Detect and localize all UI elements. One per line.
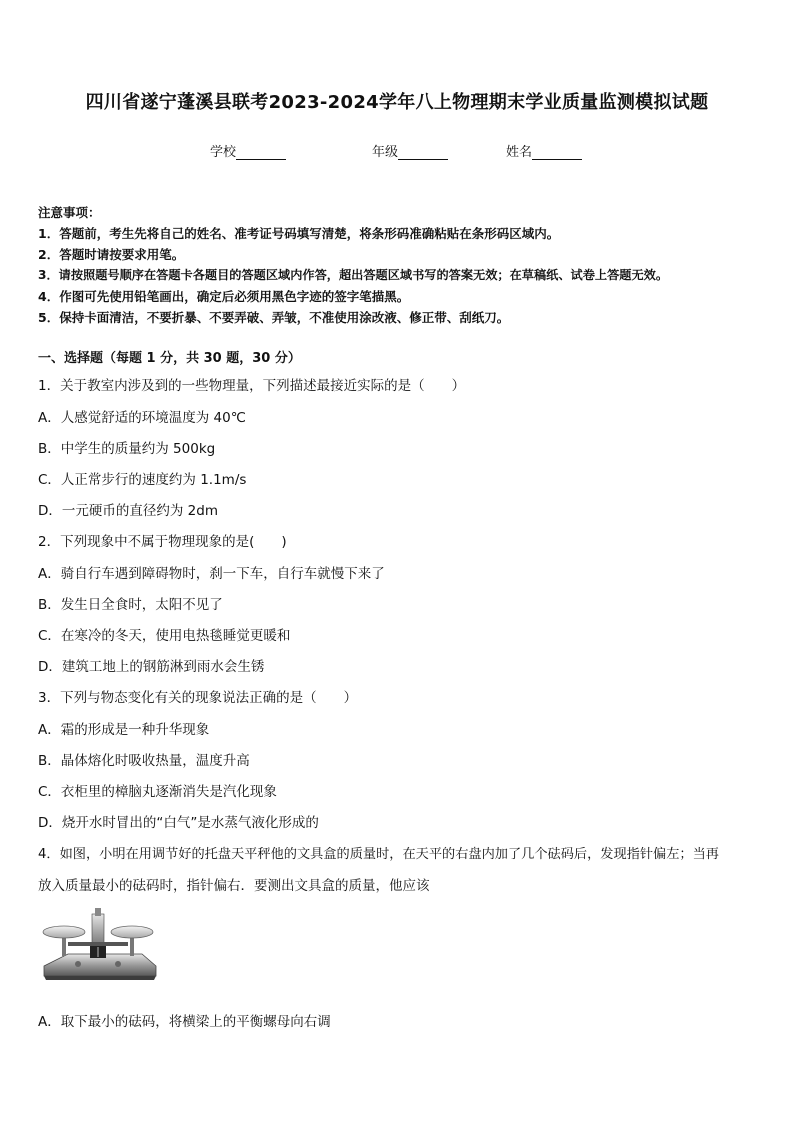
question-2-option-d: D．建筑工地上的钢筋淋到雨水会生锈 — [38, 659, 265, 675]
grade-label: 年级 — [372, 145, 399, 160]
question-3-option-b: B．晶体熔化时吸收热量，温度升高 — [38, 753, 250, 769]
question-3-option-d: D．烧开水时冒出的“白气”是水蒸气液化形成的 — [38, 815, 319, 831]
name-blank — [532, 145, 582, 160]
section-heading: 一、选择题（每题 1 分，共 30 题，30 分） — [38, 351, 301, 366]
grade-blank — [398, 145, 448, 160]
school-label: 学校 — [210, 145, 237, 160]
notice-item: 4．作图可先使用铅笔画出，确定后必须用黑色字迹的签字笔描黑。 — [38, 289, 410, 304]
question-1-option-c: C．人正常步行的速度约为 1.1m/s — [38, 472, 247, 488]
question-1-option-a: A．人感觉舒适的环境温度为 40℃ — [38, 410, 246, 426]
question-1-stem: 1．关于教室内涉及到的一些物理量，下列描述最接近实际的是（ ） — [38, 378, 466, 394]
notice-item: 5．保持卡面清洁，不要折暴、不要弄破、弄皱，不准使用涂改液、修正带、刮纸刀。 — [38, 310, 510, 325]
question-2-option-c: C．在寒冷的冬天，使用电热毯睡觉更暖和 — [38, 628, 291, 644]
school-blank — [236, 145, 286, 160]
notice-title: 注意事项： — [38, 205, 101, 220]
question-3-stem: 3．下列与物态变化有关的现象说法正确的是（ ） — [38, 690, 358, 706]
grade-field — [372, 141, 448, 160]
question-3-option-a: A．霜的形成是一种升华现象 — [38, 722, 210, 738]
question-2-stem: 2．下列现象中不属于物理现象的是( ) — [38, 534, 287, 550]
name-field — [506, 141, 582, 160]
notice-item: 2．答题时请按要求用笔。 — [38, 247, 185, 262]
question-1-option-d: D．一元硬币的直径约为 2dm — [38, 503, 218, 519]
question-2-option-a: A．骑自行车遇到障碍物时，刹一下车，自行车就慢下来了 — [38, 566, 385, 582]
question-1-option-b: B．中学生的质量约为 500kg — [38, 441, 216, 457]
notice-item: 3．请按照题号顺序在答题卡各题目的答题区域内作答，超出答题区域书写的答案无效；在草稿纸、试卷上答题无效。 — [38, 268, 669, 282]
question-4-option-a: A．取下最小的砝码，将横梁上的平衡螺母向右调 — [38, 1014, 331, 1030]
balance-scale-figure — [38, 906, 160, 986]
question-4-stem-line-2: 放入质量最小的砝码时，指针偏右．要测出文具盒的质量，他应该 — [38, 878, 430, 894]
name-label: 姓名 — [506, 145, 533, 160]
question-4-stem-line-1: 4．如图，小明在用调节好的托盘天平秤他的文具盒的质量时，在天平的右盘内加了几个砝码后，发现指针偏左；当再 — [38, 847, 719, 862]
school-field — [210, 141, 286, 160]
exam-title: 四川省遂宁蓬溪县联考2023-2024学年八上物理期末学业质量监测模拟试题 — [85, 92, 709, 113]
notice-item: 1．答题前，考生先将自己的姓名、准考证号码填写清楚，将条形码准确粘贴在条形码区域内。 — [38, 226, 560, 241]
question-2-option-b: B．发生日全食时，太阳不见了 — [38, 597, 223, 613]
question-3-option-c: C．衣柜里的樟脑丸逐渐消失是汽化现象 — [38, 784, 277, 800]
